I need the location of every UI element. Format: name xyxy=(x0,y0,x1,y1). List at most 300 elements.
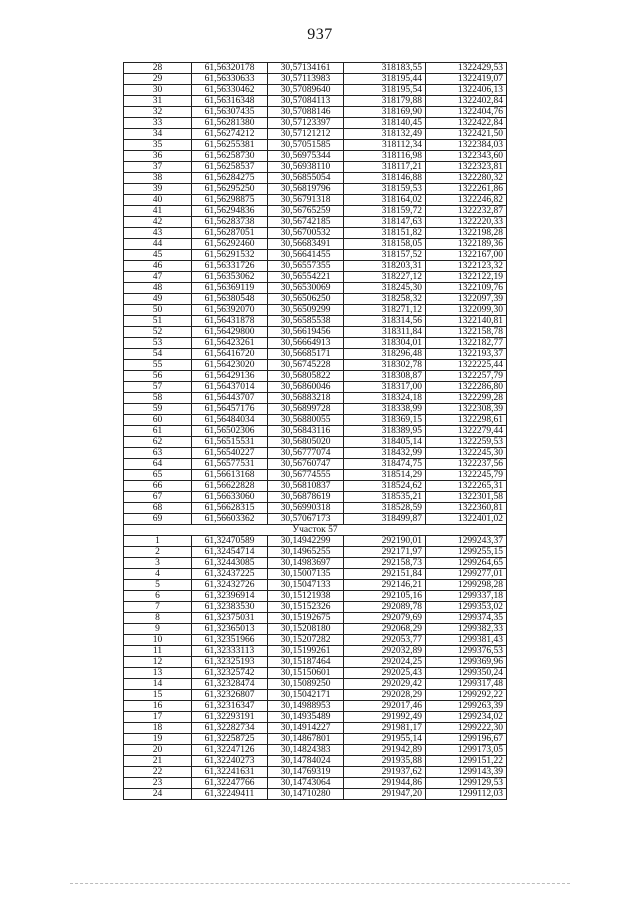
x-coordinate-cell: 318183,55 xyxy=(344,63,426,74)
latitude-cell: 61,56437014 xyxy=(192,382,268,393)
y-coordinate-cell: 1322232,87 xyxy=(426,206,507,217)
y-coordinate-cell: 1299337,18 xyxy=(426,591,507,602)
table-row xyxy=(124,459,507,470)
y-coordinate-cell: 1322421,50 xyxy=(426,129,507,140)
table-row xyxy=(124,217,507,228)
x-coordinate-cell: 292146,21 xyxy=(344,580,426,591)
latitude-cell: 61,56316348 xyxy=(192,96,268,107)
table-row xyxy=(124,569,507,580)
point-number-cell: 52 xyxy=(124,327,192,338)
point-number-cell: 17 xyxy=(124,712,192,723)
point-number-cell: 7 xyxy=(124,602,192,613)
table-row xyxy=(124,778,507,789)
longitude-cell: 30,14935489 xyxy=(268,712,344,723)
point-number-cell: 56 xyxy=(124,371,192,382)
longitude-cell: 30,56883218 xyxy=(268,393,344,404)
table-block-1 xyxy=(124,63,507,525)
longitude-cell: 30,57123397 xyxy=(268,118,344,129)
longitude-cell: 30,15007135 xyxy=(268,569,344,580)
x-coordinate-cell: 292024,25 xyxy=(344,657,426,668)
table-row xyxy=(124,107,507,118)
table-row xyxy=(124,492,507,503)
longitude-cell: 30,15047133 xyxy=(268,580,344,591)
x-coordinate-cell: 318112,34 xyxy=(344,140,426,151)
x-coordinate-cell: 291955,14 xyxy=(344,734,426,745)
table-row xyxy=(124,789,507,800)
point-number-cell: 30 xyxy=(124,85,192,96)
latitude-cell: 61,56307435 xyxy=(192,107,268,118)
longitude-cell: 30,56506250 xyxy=(268,294,344,305)
point-number-cell: 67 xyxy=(124,492,192,503)
longitude-cell: 30,57121212 xyxy=(268,129,344,140)
longitude-cell: 30,56791318 xyxy=(268,195,344,206)
x-coordinate-cell: 292151,84 xyxy=(344,569,426,580)
x-coordinate-cell: 291935,88 xyxy=(344,756,426,767)
table-row xyxy=(124,63,507,74)
x-coordinate-cell: 292017,46 xyxy=(344,701,426,712)
point-number-cell: 32 xyxy=(124,107,192,118)
longitude-cell: 30,56745228 xyxy=(268,360,344,371)
table-row xyxy=(124,85,507,96)
x-coordinate-cell: 318227,12 xyxy=(344,272,426,283)
latitude-cell: 61,32333113 xyxy=(192,646,268,657)
y-coordinate-cell: 1299264,65 xyxy=(426,558,507,569)
longitude-cell: 30,57089640 xyxy=(268,85,344,96)
x-coordinate-cell: 292032,89 xyxy=(344,646,426,657)
point-number-cell: 34 xyxy=(124,129,192,140)
point-number-cell: 60 xyxy=(124,415,192,426)
point-number-cell: 12 xyxy=(124,657,192,668)
table-block-2 xyxy=(124,536,507,800)
point-number-cell: 35 xyxy=(124,140,192,151)
longitude-cell: 30,14824383 xyxy=(268,745,344,756)
point-number-cell: 15 xyxy=(124,690,192,701)
point-number-cell: 5 xyxy=(124,580,192,591)
latitude-cell: 61,56443707 xyxy=(192,393,268,404)
y-coordinate-cell: 1322279,44 xyxy=(426,426,507,437)
longitude-cell: 30,15150601 xyxy=(268,668,344,679)
latitude-cell: 61,32249411 xyxy=(192,789,268,800)
x-coordinate-cell: 318528,59 xyxy=(344,503,426,514)
y-coordinate-cell: 1322404,76 xyxy=(426,107,507,118)
y-coordinate-cell: 1299317,48 xyxy=(426,679,507,690)
latitude-cell: 61,32351966 xyxy=(192,635,268,646)
x-coordinate-cell: 318179,88 xyxy=(344,96,426,107)
longitude-cell: 30,56938110 xyxy=(268,162,344,173)
x-coordinate-cell: 318132,49 xyxy=(344,129,426,140)
table-row xyxy=(124,536,507,547)
table-row xyxy=(124,305,507,316)
point-number-cell: 58 xyxy=(124,393,192,404)
x-coordinate-cell: 318164,02 xyxy=(344,195,426,206)
table-row xyxy=(124,624,507,635)
point-number-cell: 37 xyxy=(124,162,192,173)
x-coordinate-cell: 318271,12 xyxy=(344,305,426,316)
latitude-cell: 61,56429800 xyxy=(192,327,268,338)
latitude-cell: 61,32293191 xyxy=(192,712,268,723)
table-row xyxy=(124,327,507,338)
point-number-cell: 20 xyxy=(124,745,192,756)
longitude-cell: 30,56878619 xyxy=(268,492,344,503)
y-coordinate-cell: 1299376,53 xyxy=(426,646,507,657)
table-row xyxy=(124,206,507,217)
longitude-cell: 30,15199261 xyxy=(268,646,344,657)
latitude-cell: 61,56423020 xyxy=(192,360,268,371)
x-coordinate-cell: 318432,99 xyxy=(344,448,426,459)
x-coordinate-cell: 318369,15 xyxy=(344,415,426,426)
table-row xyxy=(124,503,507,514)
x-coordinate-cell: 318157,52 xyxy=(344,250,426,261)
x-coordinate-cell: 292079,69 xyxy=(344,613,426,624)
table-row xyxy=(124,635,507,646)
point-number-cell: 14 xyxy=(124,679,192,690)
x-coordinate-cell: 292089,78 xyxy=(344,602,426,613)
y-coordinate-cell: 1322402,84 xyxy=(426,96,507,107)
y-coordinate-cell: 1322422,84 xyxy=(426,118,507,129)
x-coordinate-cell: 291981,17 xyxy=(344,723,426,734)
longitude-cell: 30,57067173 xyxy=(268,514,344,525)
y-coordinate-cell: 1322237,56 xyxy=(426,459,507,470)
y-coordinate-cell: 1322158,78 xyxy=(426,327,507,338)
y-coordinate-cell: 1299255,15 xyxy=(426,547,507,558)
point-number-cell: 4 xyxy=(124,569,192,580)
latitude-cell: 61,32365013 xyxy=(192,624,268,635)
table-row xyxy=(124,657,507,668)
y-coordinate-cell: 1299263,39 xyxy=(426,701,507,712)
table-row xyxy=(124,679,507,690)
point-number-cell: 16 xyxy=(124,701,192,712)
latitude-cell: 61,56330462 xyxy=(192,85,268,96)
table-row xyxy=(124,272,507,283)
point-number-cell: 50 xyxy=(124,305,192,316)
x-coordinate-cell: 292190,01 xyxy=(344,536,426,547)
longitude-cell: 30,56619456 xyxy=(268,327,344,338)
table-row xyxy=(124,393,507,404)
latitude-cell: 61,32432726 xyxy=(192,580,268,591)
point-number-cell: 41 xyxy=(124,206,192,217)
table-row xyxy=(124,349,507,360)
table-row xyxy=(124,613,507,624)
table-row xyxy=(124,173,507,184)
y-coordinate-cell: 1299350,24 xyxy=(426,668,507,679)
point-number-cell: 3 xyxy=(124,558,192,569)
y-coordinate-cell: 1322182,77 xyxy=(426,338,507,349)
x-coordinate-cell: 318147,63 xyxy=(344,217,426,228)
x-coordinate-cell: 291947,20 xyxy=(344,789,426,800)
table-row xyxy=(124,283,507,294)
y-coordinate-cell: 1299298,28 xyxy=(426,580,507,591)
y-coordinate-cell: 1322419,07 xyxy=(426,74,507,85)
point-number-cell: 13 xyxy=(124,668,192,679)
point-number-cell: 39 xyxy=(124,184,192,195)
x-coordinate-cell: 292053,77 xyxy=(344,635,426,646)
point-number-cell: 55 xyxy=(124,360,192,371)
longitude-cell: 30,56860046 xyxy=(268,382,344,393)
table-row xyxy=(124,712,507,723)
longitude-cell: 30,56585538 xyxy=(268,316,344,327)
longitude-cell: 30,56843116 xyxy=(268,426,344,437)
point-number-cell: 51 xyxy=(124,316,192,327)
point-number-cell: 22 xyxy=(124,767,192,778)
x-coordinate-cell: 318116,98 xyxy=(344,151,426,162)
latitude-cell: 61,32258725 xyxy=(192,734,268,745)
y-coordinate-cell: 1322308,39 xyxy=(426,404,507,415)
table-row xyxy=(124,690,507,701)
y-coordinate-cell: 1322245,30 xyxy=(426,448,507,459)
y-coordinate-cell: 1322198,28 xyxy=(426,228,507,239)
longitude-cell: 30,56685171 xyxy=(268,349,344,360)
longitude-cell: 30,14983697 xyxy=(268,558,344,569)
point-number-cell: 40 xyxy=(124,195,192,206)
x-coordinate-cell: 318203,31 xyxy=(344,261,426,272)
latitude-cell: 61,56603362 xyxy=(192,514,268,525)
y-coordinate-cell: 1322401,02 xyxy=(426,514,507,525)
latitude-cell: 61,56369119 xyxy=(192,283,268,294)
longitude-cell: 30,56760747 xyxy=(268,459,344,470)
longitude-cell: 30,15089250 xyxy=(268,679,344,690)
longitude-cell: 30,57088146 xyxy=(268,107,344,118)
latitude-cell: 61,56274212 xyxy=(192,129,268,140)
point-number-cell: 63 xyxy=(124,448,192,459)
x-coordinate-cell: 318302,78 xyxy=(344,360,426,371)
x-coordinate-cell: 292025,43 xyxy=(344,668,426,679)
y-coordinate-cell: 1322246,82 xyxy=(426,195,507,206)
table-row xyxy=(124,415,507,426)
x-coordinate-cell: 318140,45 xyxy=(344,118,426,129)
longitude-cell: 30,15187464 xyxy=(268,657,344,668)
point-number-cell: 42 xyxy=(124,217,192,228)
point-number-cell: 69 xyxy=(124,514,192,525)
latitude-cell: 61,56628315 xyxy=(192,503,268,514)
point-number-cell: 1 xyxy=(124,536,192,547)
y-coordinate-cell: 1299369,96 xyxy=(426,657,507,668)
latitude-cell: 61,56284275 xyxy=(192,173,268,184)
table-row xyxy=(124,591,507,602)
latitude-cell: 61,56484034 xyxy=(192,415,268,426)
latitude-cell: 61,56380548 xyxy=(192,294,268,305)
x-coordinate-cell: 318159,53 xyxy=(344,184,426,195)
point-number-cell: 43 xyxy=(124,228,192,239)
latitude-cell: 61,56292460 xyxy=(192,239,268,250)
longitude-cell: 30,56774555 xyxy=(268,470,344,481)
point-number-cell: 45 xyxy=(124,250,192,261)
y-coordinate-cell: 1299143,39 xyxy=(426,767,507,778)
point-number-cell: 6 xyxy=(124,591,192,602)
longitude-cell: 30,56509299 xyxy=(268,305,344,316)
latitude-cell: 61,56255381 xyxy=(192,140,268,151)
longitude-cell: 30,56819796 xyxy=(268,184,344,195)
longitude-cell: 30,14988953 xyxy=(268,701,344,712)
latitude-cell: 61,56429136 xyxy=(192,371,268,382)
point-number-cell: 48 xyxy=(124,283,192,294)
longitude-cell: 30,14914227 xyxy=(268,723,344,734)
latitude-cell: 61,56633060 xyxy=(192,492,268,503)
point-number-cell: 28 xyxy=(124,63,192,74)
x-coordinate-cell: 318169,90 xyxy=(344,107,426,118)
longitude-cell: 30,56810837 xyxy=(268,481,344,492)
x-coordinate-cell: 292028,29 xyxy=(344,690,426,701)
y-coordinate-cell: 1299353,02 xyxy=(426,602,507,613)
longitude-cell: 30,56742185 xyxy=(268,217,344,228)
longitude-cell: 30,56530069 xyxy=(268,283,344,294)
table-row xyxy=(124,701,507,712)
point-number-cell: 31 xyxy=(124,96,192,107)
table-row xyxy=(124,514,507,525)
latitude-cell: 61,56291532 xyxy=(192,250,268,261)
latitude-cell: 61,56258730 xyxy=(192,151,268,162)
y-coordinate-cell: 1322280,32 xyxy=(426,173,507,184)
table-row xyxy=(124,448,507,459)
point-number-cell: 68 xyxy=(124,503,192,514)
table-row xyxy=(124,316,507,327)
point-number-cell: 2 xyxy=(124,547,192,558)
latitude-cell: 61,56392070 xyxy=(192,305,268,316)
y-coordinate-cell: 1322225,44 xyxy=(426,360,507,371)
latitude-cell: 61,56298875 xyxy=(192,195,268,206)
point-number-cell: 23 xyxy=(124,778,192,789)
longitude-cell: 30,15152326 xyxy=(268,602,344,613)
table-row xyxy=(124,646,507,657)
longitude-cell: 30,56700532 xyxy=(268,228,344,239)
y-coordinate-cell: 1322429,53 xyxy=(426,63,507,74)
table-row xyxy=(124,74,507,85)
table-row xyxy=(124,470,507,481)
latitude-cell: 61,32282734 xyxy=(192,723,268,734)
latitude-cell: 61,32316347 xyxy=(192,701,268,712)
point-number-cell: 24 xyxy=(124,789,192,800)
x-coordinate-cell: 318146,88 xyxy=(344,173,426,184)
y-coordinate-cell: 1322259,53 xyxy=(426,437,507,448)
y-coordinate-cell: 1299234,02 xyxy=(426,712,507,723)
longitude-cell: 30,56880055 xyxy=(268,415,344,426)
x-coordinate-cell: 318117,21 xyxy=(344,162,426,173)
table-row xyxy=(124,338,507,349)
x-coordinate-cell: 318524,62 xyxy=(344,481,426,492)
table-row xyxy=(124,756,507,767)
y-coordinate-cell: 1299292,22 xyxy=(426,690,507,701)
y-coordinate-cell: 1299381,43 xyxy=(426,635,507,646)
longitude-cell: 30,15192675 xyxy=(268,613,344,624)
y-coordinate-cell: 1299112,03 xyxy=(426,789,507,800)
coordinates-table xyxy=(123,62,507,800)
latitude-cell: 61,32240273 xyxy=(192,756,268,767)
y-coordinate-cell: 1299374,35 xyxy=(426,613,507,624)
table-row xyxy=(124,140,507,151)
longitude-cell: 30,57134161 xyxy=(268,63,344,74)
y-coordinate-cell: 1322122,19 xyxy=(426,272,507,283)
x-coordinate-cell: 318514,29 xyxy=(344,470,426,481)
y-coordinate-cell: 1322261,86 xyxy=(426,184,507,195)
y-coordinate-cell: 1322167,00 xyxy=(426,250,507,261)
x-coordinate-cell: 318159,72 xyxy=(344,206,426,217)
longitude-cell: 30,15207282 xyxy=(268,635,344,646)
x-coordinate-cell: 318304,01 xyxy=(344,338,426,349)
table-row xyxy=(124,426,507,437)
latitude-cell: 61,32247766 xyxy=(192,778,268,789)
y-coordinate-cell: 1322323,81 xyxy=(426,162,507,173)
latitude-cell: 61,32375031 xyxy=(192,613,268,624)
latitude-cell: 61,32325193 xyxy=(192,657,268,668)
point-number-cell: 53 xyxy=(124,338,192,349)
latitude-cell: 61,56577531 xyxy=(192,459,268,470)
latitude-cell: 61,32241631 xyxy=(192,767,268,778)
latitude-cell: 61,56423261 xyxy=(192,338,268,349)
x-coordinate-cell: 292029,42 xyxy=(344,679,426,690)
x-coordinate-cell: 318151,82 xyxy=(344,228,426,239)
longitude-cell: 30,56805020 xyxy=(268,437,344,448)
latitude-cell: 61,32470589 xyxy=(192,536,268,547)
latitude-cell: 61,56283738 xyxy=(192,217,268,228)
longitude-cell: 30,56975344 xyxy=(268,151,344,162)
table-row xyxy=(124,481,507,492)
table-row xyxy=(124,382,507,393)
x-coordinate-cell: 318296,48 xyxy=(344,349,426,360)
y-coordinate-cell: 1322406,13 xyxy=(426,85,507,96)
point-number-cell: 10 xyxy=(124,635,192,646)
longitude-cell: 30,14710280 xyxy=(268,789,344,800)
longitude-cell: 30,57113983 xyxy=(268,74,344,85)
longitude-cell: 30,14965255 xyxy=(268,547,344,558)
latitude-cell: 61,32247126 xyxy=(192,745,268,756)
y-coordinate-cell: 1322360,81 xyxy=(426,503,507,514)
y-coordinate-cell: 1322286,80 xyxy=(426,382,507,393)
longitude-cell: 30,56557355 xyxy=(268,261,344,272)
y-coordinate-cell: 1299173,05 xyxy=(426,745,507,756)
y-coordinate-cell: 1322109,76 xyxy=(426,283,507,294)
x-coordinate-cell: 318258,32 xyxy=(344,294,426,305)
longitude-cell: 30,14784024 xyxy=(268,756,344,767)
point-number-cell: 49 xyxy=(124,294,192,305)
latitude-cell: 61,56416720 xyxy=(192,349,268,360)
x-coordinate-cell: 292158,73 xyxy=(344,558,426,569)
point-number-cell: 21 xyxy=(124,756,192,767)
latitude-cell: 61,56431878 xyxy=(192,316,268,327)
table-row xyxy=(124,151,507,162)
y-coordinate-cell: 1299129,53 xyxy=(426,778,507,789)
point-number-cell: 64 xyxy=(124,459,192,470)
latitude-cell: 61,56258537 xyxy=(192,162,268,173)
latitude-cell: 61,32443085 xyxy=(192,558,268,569)
latitude-cell: 61,56540227 xyxy=(192,448,268,459)
y-coordinate-cell: 1299382,33 xyxy=(426,624,507,635)
table-row xyxy=(124,228,507,239)
page-number: 937 xyxy=(307,26,333,43)
table-row xyxy=(124,162,507,173)
x-coordinate-cell: 318314,56 xyxy=(344,316,426,327)
longitude-cell: 30,15121938 xyxy=(268,591,344,602)
latitude-cell: 61,56457176 xyxy=(192,404,268,415)
table-row xyxy=(124,261,507,272)
longitude-cell: 30,14942299 xyxy=(268,536,344,547)
point-number-cell: 8 xyxy=(124,613,192,624)
x-coordinate-cell: 292068,29 xyxy=(344,624,426,635)
y-coordinate-cell: 1322245,79 xyxy=(426,470,507,481)
y-coordinate-cell: 1322140,81 xyxy=(426,316,507,327)
table-row xyxy=(124,360,507,371)
latitude-cell: 61,56295250 xyxy=(192,184,268,195)
latitude-cell: 61,56281380 xyxy=(192,118,268,129)
table-row xyxy=(124,118,507,129)
x-coordinate-cell: 318308,87 xyxy=(344,371,426,382)
x-coordinate-cell: 318324,18 xyxy=(344,393,426,404)
x-coordinate-cell: 318499,87 xyxy=(344,514,426,525)
point-number-cell: 46 xyxy=(124,261,192,272)
point-number-cell: 61 xyxy=(124,426,192,437)
longitude-cell: 30,56990318 xyxy=(268,503,344,514)
table-row xyxy=(124,767,507,778)
point-number-cell: 59 xyxy=(124,404,192,415)
table-row xyxy=(124,195,507,206)
